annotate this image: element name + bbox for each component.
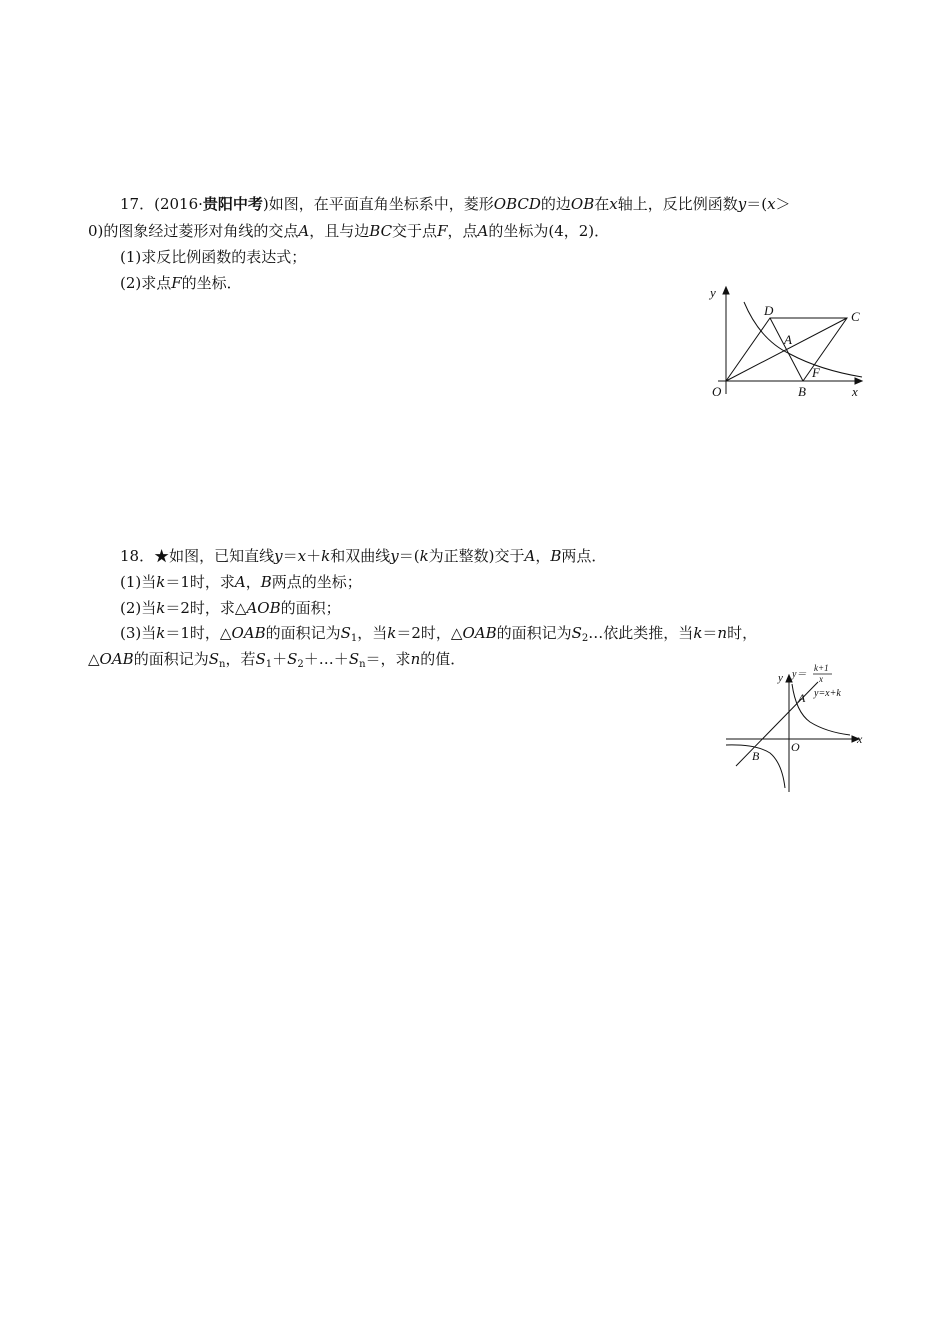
curve-label-numerator: k+1 xyxy=(814,663,829,673)
label-O: O xyxy=(712,384,722,399)
text: 的面积记为 xyxy=(265,624,341,642)
var: S xyxy=(208,650,219,668)
subscript: 2 xyxy=(297,659,304,670)
label-A: A xyxy=(784,332,792,347)
subscript: 2 xyxy=(581,633,589,644)
text: 的值． xyxy=(420,650,466,668)
text: ＝ xyxy=(282,547,298,565)
problem-18-question-2 xyxy=(120,598,341,618)
var: y xyxy=(274,547,283,565)
var: k xyxy=(693,624,703,642)
label-F: F xyxy=(812,365,820,380)
text: ，点 xyxy=(447,222,478,240)
var: A xyxy=(234,573,246,591)
problem-18-figure xyxy=(722,660,872,800)
label-y: y xyxy=(710,285,716,300)
text: 交于点 xyxy=(392,222,438,240)
text: 轴上，反比例函数 xyxy=(617,195,738,213)
y-axis-arrow xyxy=(723,287,729,294)
var: n xyxy=(410,650,421,668)
text: 如图，已知直线 xyxy=(169,547,275,565)
var: B xyxy=(260,573,272,591)
var: OB xyxy=(570,195,595,213)
var: k xyxy=(156,599,166,617)
var: x xyxy=(609,195,618,213)
var: y xyxy=(390,547,399,565)
problem-18-question-1 xyxy=(120,572,362,592)
text: △ xyxy=(88,650,100,668)
subscript: 1 xyxy=(265,659,273,670)
text: 和双曲线 xyxy=(330,547,391,565)
var: k xyxy=(419,547,429,565)
var: OBCD xyxy=(493,195,541,213)
var: S xyxy=(348,650,360,668)
problem-17-question-1 xyxy=(120,247,306,267)
text: ＝1时，求 xyxy=(165,573,235,591)
text: ＝( xyxy=(398,547,420,565)
diagonal-DB xyxy=(770,318,803,381)
text: ＝ xyxy=(702,624,718,642)
var: S xyxy=(287,650,298,668)
text: 的面积； xyxy=(280,599,341,617)
text: ，若 xyxy=(225,650,256,668)
text: (1)求反比例函数的表达式； xyxy=(120,248,307,266)
text: (2)求点 xyxy=(120,274,172,292)
text: ， xyxy=(245,573,261,591)
var: S xyxy=(571,624,582,642)
label-x: x xyxy=(852,384,858,399)
label-D: D xyxy=(764,303,774,318)
text: 0)的图象经过菱形对角线的交点 xyxy=(88,222,299,240)
source-prefix: (2016· xyxy=(154,195,203,213)
label-B: B xyxy=(752,749,760,763)
text: ＋…＋ xyxy=(303,650,349,668)
text: (3)当 xyxy=(120,624,157,642)
var: OAB xyxy=(462,624,497,642)
var: A xyxy=(298,222,310,240)
text: ＝2时，△ xyxy=(396,624,463,642)
label-O: O xyxy=(791,740,800,754)
text: ＞ xyxy=(775,195,791,213)
text: 的边 xyxy=(540,195,571,213)
line-label: y=x+k xyxy=(814,688,841,699)
problem-18-line-1 xyxy=(120,546,606,566)
var: AOB xyxy=(246,599,281,617)
var: B xyxy=(550,547,562,565)
label-B: B xyxy=(798,384,806,399)
text: 的坐标． xyxy=(181,274,242,292)
text: ＋ xyxy=(272,650,288,668)
var: F xyxy=(171,274,182,292)
text: ＝，求 xyxy=(365,650,411,668)
text: 时， xyxy=(727,624,758,642)
subscript: 1 xyxy=(350,633,358,644)
var: OAB xyxy=(99,650,134,668)
text: ，当 xyxy=(357,624,388,642)
problem-17-line-2 xyxy=(88,221,609,241)
text: 两点． xyxy=(561,547,607,565)
var: x xyxy=(297,547,307,565)
var: A xyxy=(524,547,536,565)
problem-18-line-5 xyxy=(88,649,465,675)
text: (1)当 xyxy=(120,573,157,591)
text: 为正整数)交于 xyxy=(428,547,525,565)
text: 两点的坐标； xyxy=(271,573,362,591)
var: x xyxy=(767,195,776,213)
label-y: y xyxy=(778,672,783,684)
var: n xyxy=(717,624,728,642)
label-x: x xyxy=(857,732,863,746)
line-y-x-k xyxy=(736,682,818,766)
text: ＝1时，△ xyxy=(165,624,232,642)
var: OAB xyxy=(231,624,266,642)
text: …依此类推，当 xyxy=(588,624,694,642)
text: ＝( xyxy=(746,195,768,213)
hyperbola-curve xyxy=(744,302,862,377)
text: ， xyxy=(535,547,551,565)
subscript: n xyxy=(359,659,366,670)
text: ，且与边 xyxy=(309,222,370,240)
problem-17-figure xyxy=(700,282,870,402)
label-A: A xyxy=(798,691,806,705)
curve-label-denominator: x xyxy=(819,674,823,684)
text: 的坐标为(4，2)． xyxy=(488,222,610,240)
var: F xyxy=(437,222,448,240)
subscript: n xyxy=(219,659,226,670)
var: S xyxy=(255,650,266,668)
text: )如图，在平面直角坐标系中，菱形 xyxy=(262,195,494,213)
var: y xyxy=(737,195,747,213)
problem-17-line-1 xyxy=(120,194,791,214)
problem-18-question-3 xyxy=(120,623,757,649)
var: k xyxy=(321,547,331,565)
curve-label-lhs: y＝ xyxy=(792,669,807,680)
source-tag: 贵阳中考 xyxy=(202,195,263,213)
var: k xyxy=(156,573,166,591)
text: 的面积记为 xyxy=(496,624,572,642)
var: A xyxy=(477,222,489,240)
text: (2)当 xyxy=(120,599,157,617)
text: 的面积记为 xyxy=(133,650,209,668)
text: ＝2时，求△ xyxy=(165,599,247,617)
star-icon: ★ xyxy=(154,547,170,565)
var: BC xyxy=(369,222,393,240)
text: ＋ xyxy=(306,547,322,565)
label-C: C xyxy=(851,309,860,324)
problem-number: 18． xyxy=(120,547,155,565)
var: S xyxy=(340,624,351,642)
text: 在 xyxy=(594,195,610,213)
var: k xyxy=(387,624,397,642)
problem-17-question-2 xyxy=(120,273,242,293)
var: k xyxy=(156,624,166,642)
problem-number: 17． xyxy=(120,195,155,213)
